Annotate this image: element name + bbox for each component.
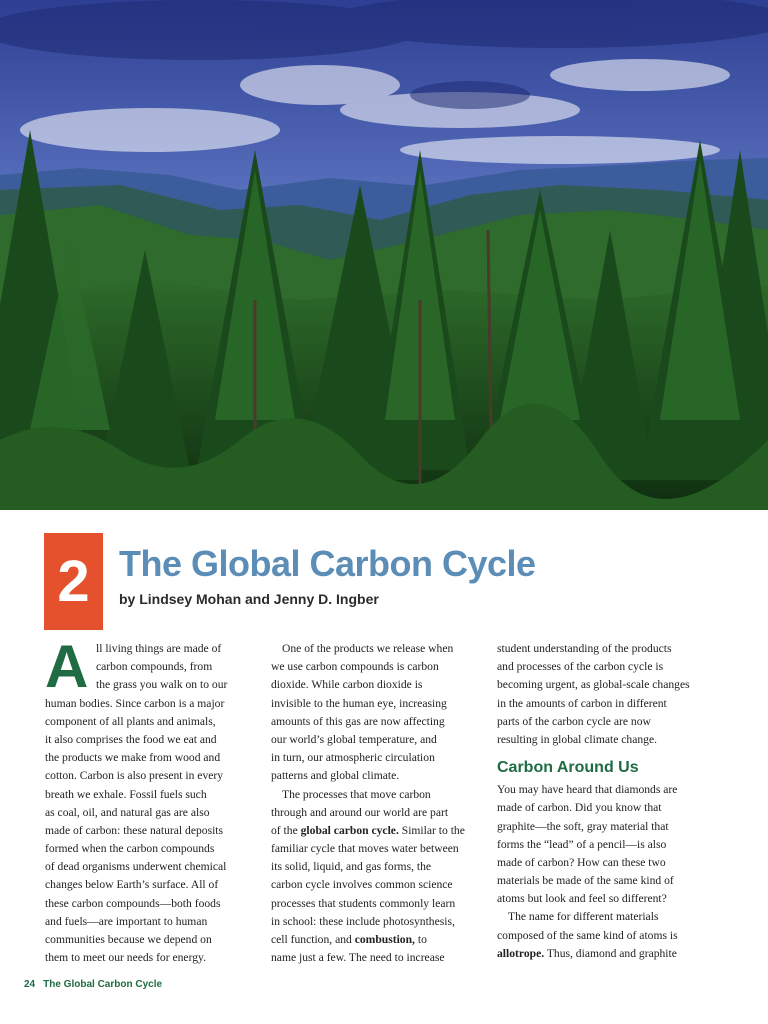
text-line: forms the “lead” of a pencil—is also (497, 837, 667, 851)
chapter-number: 2 (57, 548, 90, 614)
text-line: ll living things are made of (96, 642, 222, 655)
text-line: through and around our world are part (271, 805, 449, 819)
text-line: becoming urgent, as global-scale changes (497, 678, 690, 692)
page-footer (24, 979, 170, 990)
text-line: communities because we depend on (45, 933, 212, 946)
text-line: them to meet our needs for energy. (45, 951, 206, 965)
chapter-number-badge (44, 533, 103, 630)
text-line: made of carbon: these natural deposits (45, 823, 224, 837)
text-line: atoms but look and feel so different? (497, 892, 667, 906)
text-line: and processes of the carbon cycle is (497, 660, 664, 674)
text-line: the products we make from wood and (45, 751, 221, 765)
text-line (497, 945, 711, 963)
text-line: we use carbon compounds is carbon (271, 660, 439, 674)
chapter-title: The Global Carbon Cycle (119, 543, 536, 584)
text-run: Similar to the (398, 823, 465, 837)
section-heading: Carbon Around Us (497, 759, 639, 777)
text-line: resulting in global climate change. (497, 732, 658, 746)
text-line: patterns and global climate. (271, 769, 400, 783)
text-line: in the amounts of carbon in different (497, 696, 667, 710)
text-line: in turn, our atmospheric circulation (271, 751, 435, 765)
text-line: amounts of this gas are now affecting (271, 714, 445, 728)
body-column-1 (45, 633, 247, 967)
text-line: parts of the carbon cycle are now (497, 714, 651, 728)
key-term-global-carbon-cycle: global carbon cycle. (300, 823, 399, 837)
hero-photo (0, 0, 768, 510)
body-column-3 (497, 640, 711, 963)
text-line: familiar cycle that moves water between (271, 842, 459, 856)
text-line (271, 822, 485, 840)
text-line: made of carbon? How can these two (497, 855, 666, 869)
text-line: breath we exhale. Fossil fuels such (45, 787, 207, 801)
text-line: composed of the same kind of atoms is (497, 928, 678, 942)
text-line: changes below Earth’s surface. All of (45, 878, 219, 892)
text-line: One of the products we release when (282, 642, 454, 655)
text-line (271, 931, 485, 949)
forest-landscape-image (0, 0, 768, 510)
text-line: carbon cycle involves common science (271, 878, 453, 892)
text-line: carbon compounds, from (96, 660, 213, 674)
text-line: formed when the carbon compounds (45, 842, 215, 856)
text-line: invisible to the human eye, increasing (271, 696, 447, 710)
text-line: human bodies. Since carbon is a major (45, 696, 225, 710)
text-line: in school: these include photosynthesis, (271, 914, 455, 928)
text-run: cell function, and (271, 933, 355, 946)
text-line: The processes that move carbon (282, 787, 431, 801)
text-line: the grass you walk on to our (96, 678, 228, 692)
chapter-byline: by Lindsey Mohan and Jenny D. Ingber (119, 591, 379, 607)
text-line: cotton. Carbon is also present in every (45, 769, 224, 783)
text-line: made of carbon. Did you know that (497, 801, 662, 815)
text-line: it also comprises the food we eat and (45, 732, 217, 746)
text-line: of dead organisms underwent chemical (45, 860, 227, 874)
text-line: You may have heard that diamonds are (497, 783, 678, 797)
text-line: our world’s global temperature, and (271, 732, 437, 746)
text-line: graphite—the soft, gray material that (497, 819, 669, 833)
text-run: of the (271, 823, 301, 837)
key-term-allotrope: allotrope. (497, 946, 545, 960)
text-run: Thus, diamond and graphite (544, 946, 677, 960)
drop-cap: A (45, 633, 89, 700)
text-line: and fuels—are important to human (45, 914, 208, 928)
text-run: to (414, 933, 427, 946)
running-title: The Global Carbon Cycle (43, 979, 163, 990)
text-line: component of all plants and animals, (45, 714, 216, 728)
text-line: The name for different materials (508, 910, 659, 924)
text-line: processes that students commonly learn (271, 896, 456, 910)
text-line: as coal, oil, and natural gas are also (45, 805, 210, 819)
text-line: name just a few. The need to increase (271, 951, 445, 965)
text-line: these carbon compounds—both foods (45, 896, 221, 910)
text-line: materials be made of the same kind of (497, 874, 674, 888)
text-line: its solid, liquid, and gas forms, the (271, 860, 432, 874)
body-column-2 (271, 640, 485, 967)
text-line: dioxide. While carbon dioxide is (271, 678, 423, 692)
key-term-combustion: combustion, (354, 933, 415, 946)
page-number: 24 (24, 979, 36, 990)
text-line: student understanding of the products (497, 642, 672, 655)
